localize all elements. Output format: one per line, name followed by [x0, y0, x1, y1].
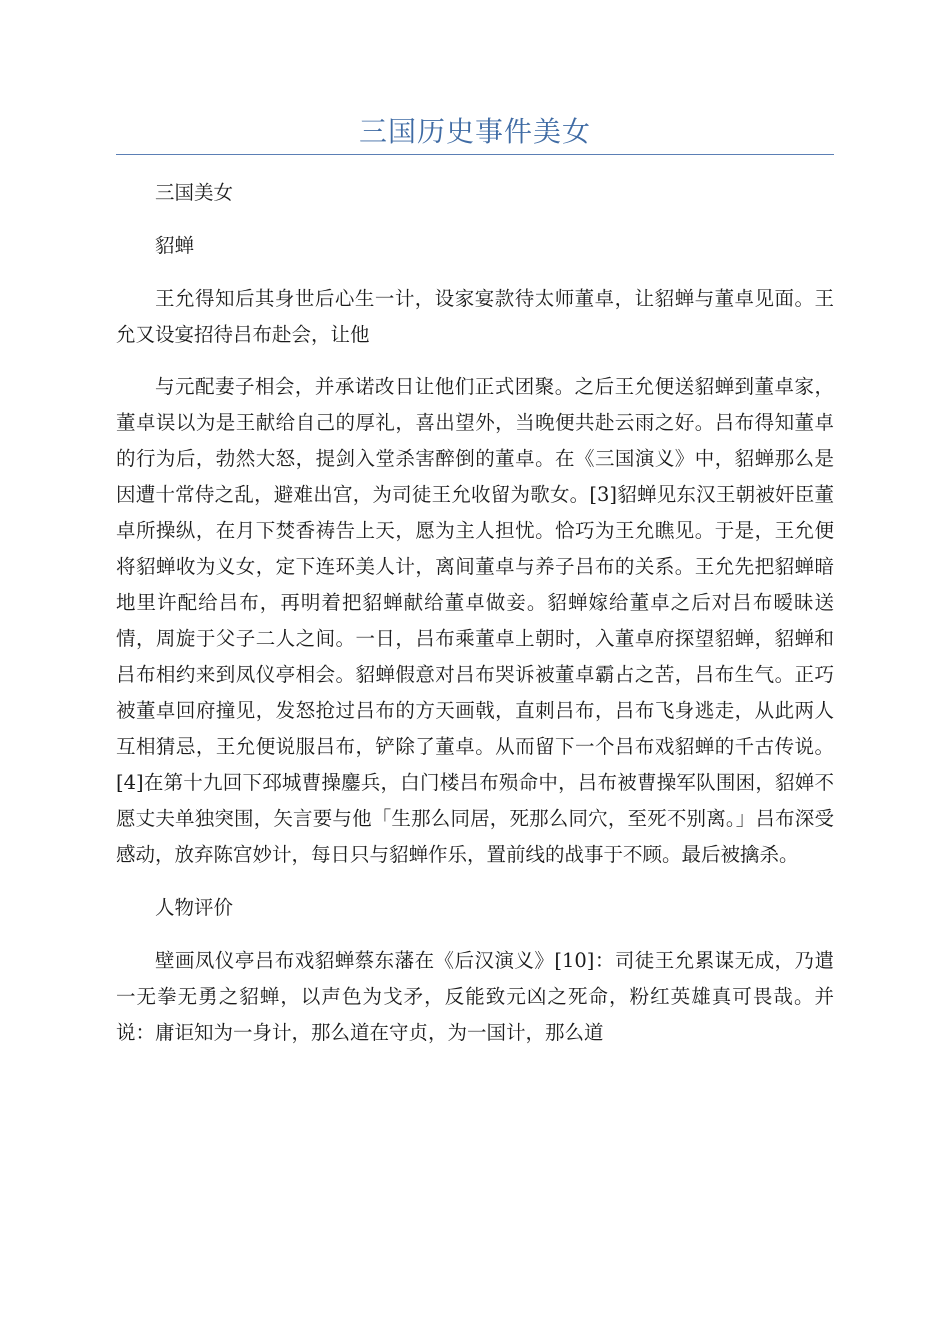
section-heading-three-kingdoms-beauties: 三国美女 — [155, 181, 234, 204]
paragraph: 壁画凤仪亭吕布戏貂蝉蔡东藩在《后汉演义》[10]：司徒王允累谋无成，乃遣一无拳无勇之貂蝉，以声色为戈矛，反能致元凶之死命，粉红英雄真可畏哉。并说：庸讵知为一身计，那么道在守贞，为一国计，那么道 — [116, 949, 834, 1044]
title-underline — [116, 154, 834, 155]
document-title: 三国历史事件美女 — [358, 115, 591, 148]
subheading-diaochan: 貂蝉 — [155, 234, 195, 257]
subheading-character-evaluation: 人物评价 — [155, 896, 234, 919]
paragraph: 王允得知后其身世后心生一计，设家宴款待太师董卓，让貂蝉与董卓见面。王允又设宴招待吕布赴会，让他 — [116, 287, 834, 346]
document-body — [116, 175, 834, 1068]
paragraph: 与元配妻子相会，并承诺改日让他们正式团聚。之后王允便送貂蝉到董卓家，董卓误以为是王献给自己的厚礼，喜出望外，当晚便共赴云雨之好。吕布得知董卓的行为后，勃然大怒，提剑入堂杀害醉倒的董卓。在《三国演义》中，貂蝉那么是因遭十常侍之乱，避难出宫，为司徒王允收留为歌女。[3]貂蝉见东汉王朝被奸臣董卓所操纵，在月下焚香祷告上天，愿为主人担忧。恰巧为王允瞧见。于是，王允便将貂蝉收为义女，定下连环美人计，离间董卓与养子吕布的关系。王允先把貂蝉暗地里许配给吕布，再明着把貂蝉献给董卓做妾。貂蝉嫁给董卓之后对吕布暧昧送情，周旋于父子二人之间。一日，吕布乘董卓上朝时，入董卓府探望貂蝉，貂蝉和吕布相约来到凤仪亭相会。貂蝉假意对吕布哭诉被董卓霸占之苦，吕布生气。正巧被董卓回府撞见，发怒抢过吕布的方天画戟，直刺吕布，吕布飞身逃走，从此两人互相猜忌，王允便说服吕布，铲除了董卓。从而留下一个吕布戏貂蝉的千古传说。[4]在第十九回下邳城曹操鏖兵，白门楼吕布殒命中，吕布被曹操军队围困，貂婵不愿丈夫单独突围，矢言要与他「生那么同居，死那么同穴，至死不别离。」吕布深受感动，放弃陈宫妙计，每日只与貂蝉作乐，置前线的战事于不顾。最后被擒杀。 — [116, 375, 834, 866]
